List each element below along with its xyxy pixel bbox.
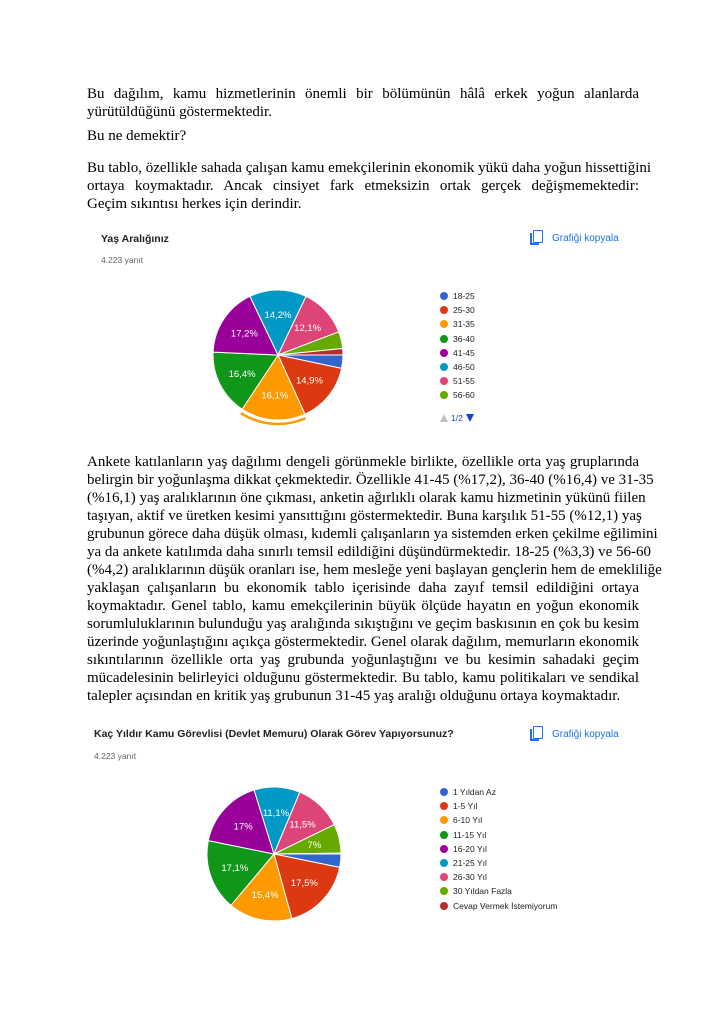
text-line: yürütüldüğünü göstermektedir. (87, 104, 272, 120)
text-line: koymaktadır. Genel tablo, kamu emekçilerinin büyük ölçüde hayatın en yoğun ekonomik (87, 598, 639, 614)
copy-chart-label: Grafiği kopyala (552, 232, 619, 244)
legend-label: 18-25 (453, 291, 475, 302)
slice-data-label: 15,4% (251, 890, 279, 902)
response-count: 4.223 yanıt (101, 255, 144, 265)
chart-title: Kaç Yıldır Kamu Görevlisi (Devlet Memuru) Olarak Görev Yapıyorsunuz? (94, 728, 454, 740)
slice-data-label: 16,1% (261, 390, 289, 402)
slice-data-label: 14,2% (264, 310, 292, 322)
legend-label: 56-60 (453, 390, 475, 401)
slice-data-label: 7% (307, 839, 322, 851)
legend-label: 11-15 Yıl (453, 829, 487, 840)
legend-swatch-icon (440, 788, 448, 796)
text-line: mücadelesinin belirleyici olduğunu göstermektedir. Bu tablo, kamu politikaları ve sendikal (87, 670, 639, 686)
legend-label: 46-50 (453, 362, 475, 373)
legend-label: 21-25 Yıl (453, 858, 487, 869)
slice-data-label: 11,5% (289, 819, 316, 831)
legend-item[interactable] (440, 828, 557, 842)
response-count: 4.223 yanıt (94, 751, 137, 761)
legend-label: 16-20 Yıl (453, 843, 487, 854)
text-line: belirgin bir yoğunlaşma dikkat çekmektedir. Özellikle 41-45 (%17,2), 36-40 (%16,4) ve 31-35 (87, 472, 654, 488)
text-line: talepler açısından en kritik yaş grubunun 31-45 yaş aralığı olduğunu ortaya koymaktadır. (87, 688, 621, 704)
slice-data-label: 11,1% (262, 808, 290, 820)
legend-item[interactable] (440, 856, 557, 870)
text-line: ortaya koymaktadır. Ancak cinsiyet fark etmeksizin ortak gerçek değişmemektedir: (87, 178, 639, 194)
legend-swatch-icon (440, 902, 448, 910)
legend-label: 51-55 (453, 376, 475, 387)
legend-item[interactable] (440, 842, 557, 856)
slice-data-label: 17% (233, 821, 253, 833)
legend-item[interactable] (440, 870, 557, 884)
legend-label: 41-45 (453, 347, 475, 358)
legend-service-years (440, 785, 557, 913)
legend-item[interactable] (440, 785, 557, 799)
slice-data-label: 17,1% (221, 863, 249, 875)
legend-label: Cevap Vermek İstemiyorum (453, 900, 558, 911)
slice-data-label: 12,1% (294, 323, 322, 335)
legend-label: 36-40 (453, 333, 475, 344)
text-line: (%4,2) aralıklarının düşük oranları ise, hem mesleğe yeni başlayan gençlerin hem de emekliliğe (87, 562, 662, 578)
legend-label: 30 Yıldan Fazla (453, 886, 512, 897)
legend-item[interactable] (440, 884, 557, 898)
slice-data-label: 16,4% (228, 368, 256, 380)
legend-swatch-icon (440, 845, 448, 853)
legend-label: 1 Yıldan Az (453, 787, 496, 798)
legend-swatch-icon (440, 802, 448, 810)
legend-swatch-icon (440, 873, 448, 881)
legend-label: 1-5 Yıl (453, 801, 478, 812)
text-line: grubunun görece daha düşük olması, kıdemli çalışanların ya sistemden erken çekilme eğilimini (87, 526, 658, 542)
legend-item[interactable] (440, 899, 557, 913)
text-line: yaklaşan çalışanların bu ekonomik tablo içerisinde daha zayıf temsil edildiğini ortaya (87, 580, 639, 596)
text-line: Ankete katılanların yaş dağılımı dengeli görünmekle birlikte, özellikle orta yaş gruplarında (87, 454, 639, 470)
chart-title: Yaş Aralığınız (101, 233, 169, 245)
slice-data-label: 17,2% (230, 328, 258, 340)
legend-item[interactable] (440, 813, 557, 827)
legend-swatch-icon (440, 859, 448, 867)
legend-item[interactable] (440, 799, 557, 813)
text-line: taşıyan, aktif ve üretken kesimi yansıttığını göstermektedir. Buna karşılık 51-55 (%12,1) yaş (87, 508, 642, 524)
text-line: üzerinde yoğunlaştığını açıkça göstermektedir. Genel olarak dağılım, memurların ekonomik (87, 634, 639, 650)
text-line: sıkıntılarının özellikle orta yaş grubunda yoğunlaştığını ve bu kesimin sahadaki geçim (87, 652, 639, 668)
text-line: Geçim sıkıntısı herkes için derindir. (87, 196, 302, 212)
legend-swatch-icon (440, 816, 448, 824)
text-line: Bu dağılım, kamu hizmetlerinin önemli bir bölümünün hâlâ erkek yoğun alanlarda (87, 86, 639, 102)
slice-data-label: 17,5% (290, 877, 318, 889)
slice-data-label: 14,9% (295, 375, 323, 387)
legend-label: 6-10 Yıl (453, 815, 483, 826)
legend-label: 26-30 Yıl (453, 872, 487, 883)
text-line: ya da ankete katılımda daha sınırlı temsil edildiğini düşündürmektedir. 18-25 (%3,3) ve 56-60 (87, 544, 652, 560)
legend-page-indicator: 1/2 (451, 412, 463, 423)
legend-label: 25-30 (453, 305, 475, 316)
legend-label: 31-35 (453, 319, 475, 330)
legend-swatch-icon (440, 887, 448, 895)
legend-swatch-icon (440, 831, 448, 839)
copy-chart-label: Grafiği kopyala (552, 728, 619, 740)
text-line: sorumluluklarının bulunduğu yaş aralığında sıkıştığını ve geçim baskısının en çok bu kesim (87, 616, 639, 632)
text-line: (%16,1) yaş aralıklarının öne çıkması, anketin ağırlıklı olarak kamu hizmetinin yükünü fiilen (87, 490, 646, 506)
text-line: Bu tablo, özellikle sahada çalışan kamu emekçilerinin ekonomik yükü daha yoğun hissettiğini (87, 160, 652, 176)
text-line: Bu ne demektir? (87, 128, 187, 144)
